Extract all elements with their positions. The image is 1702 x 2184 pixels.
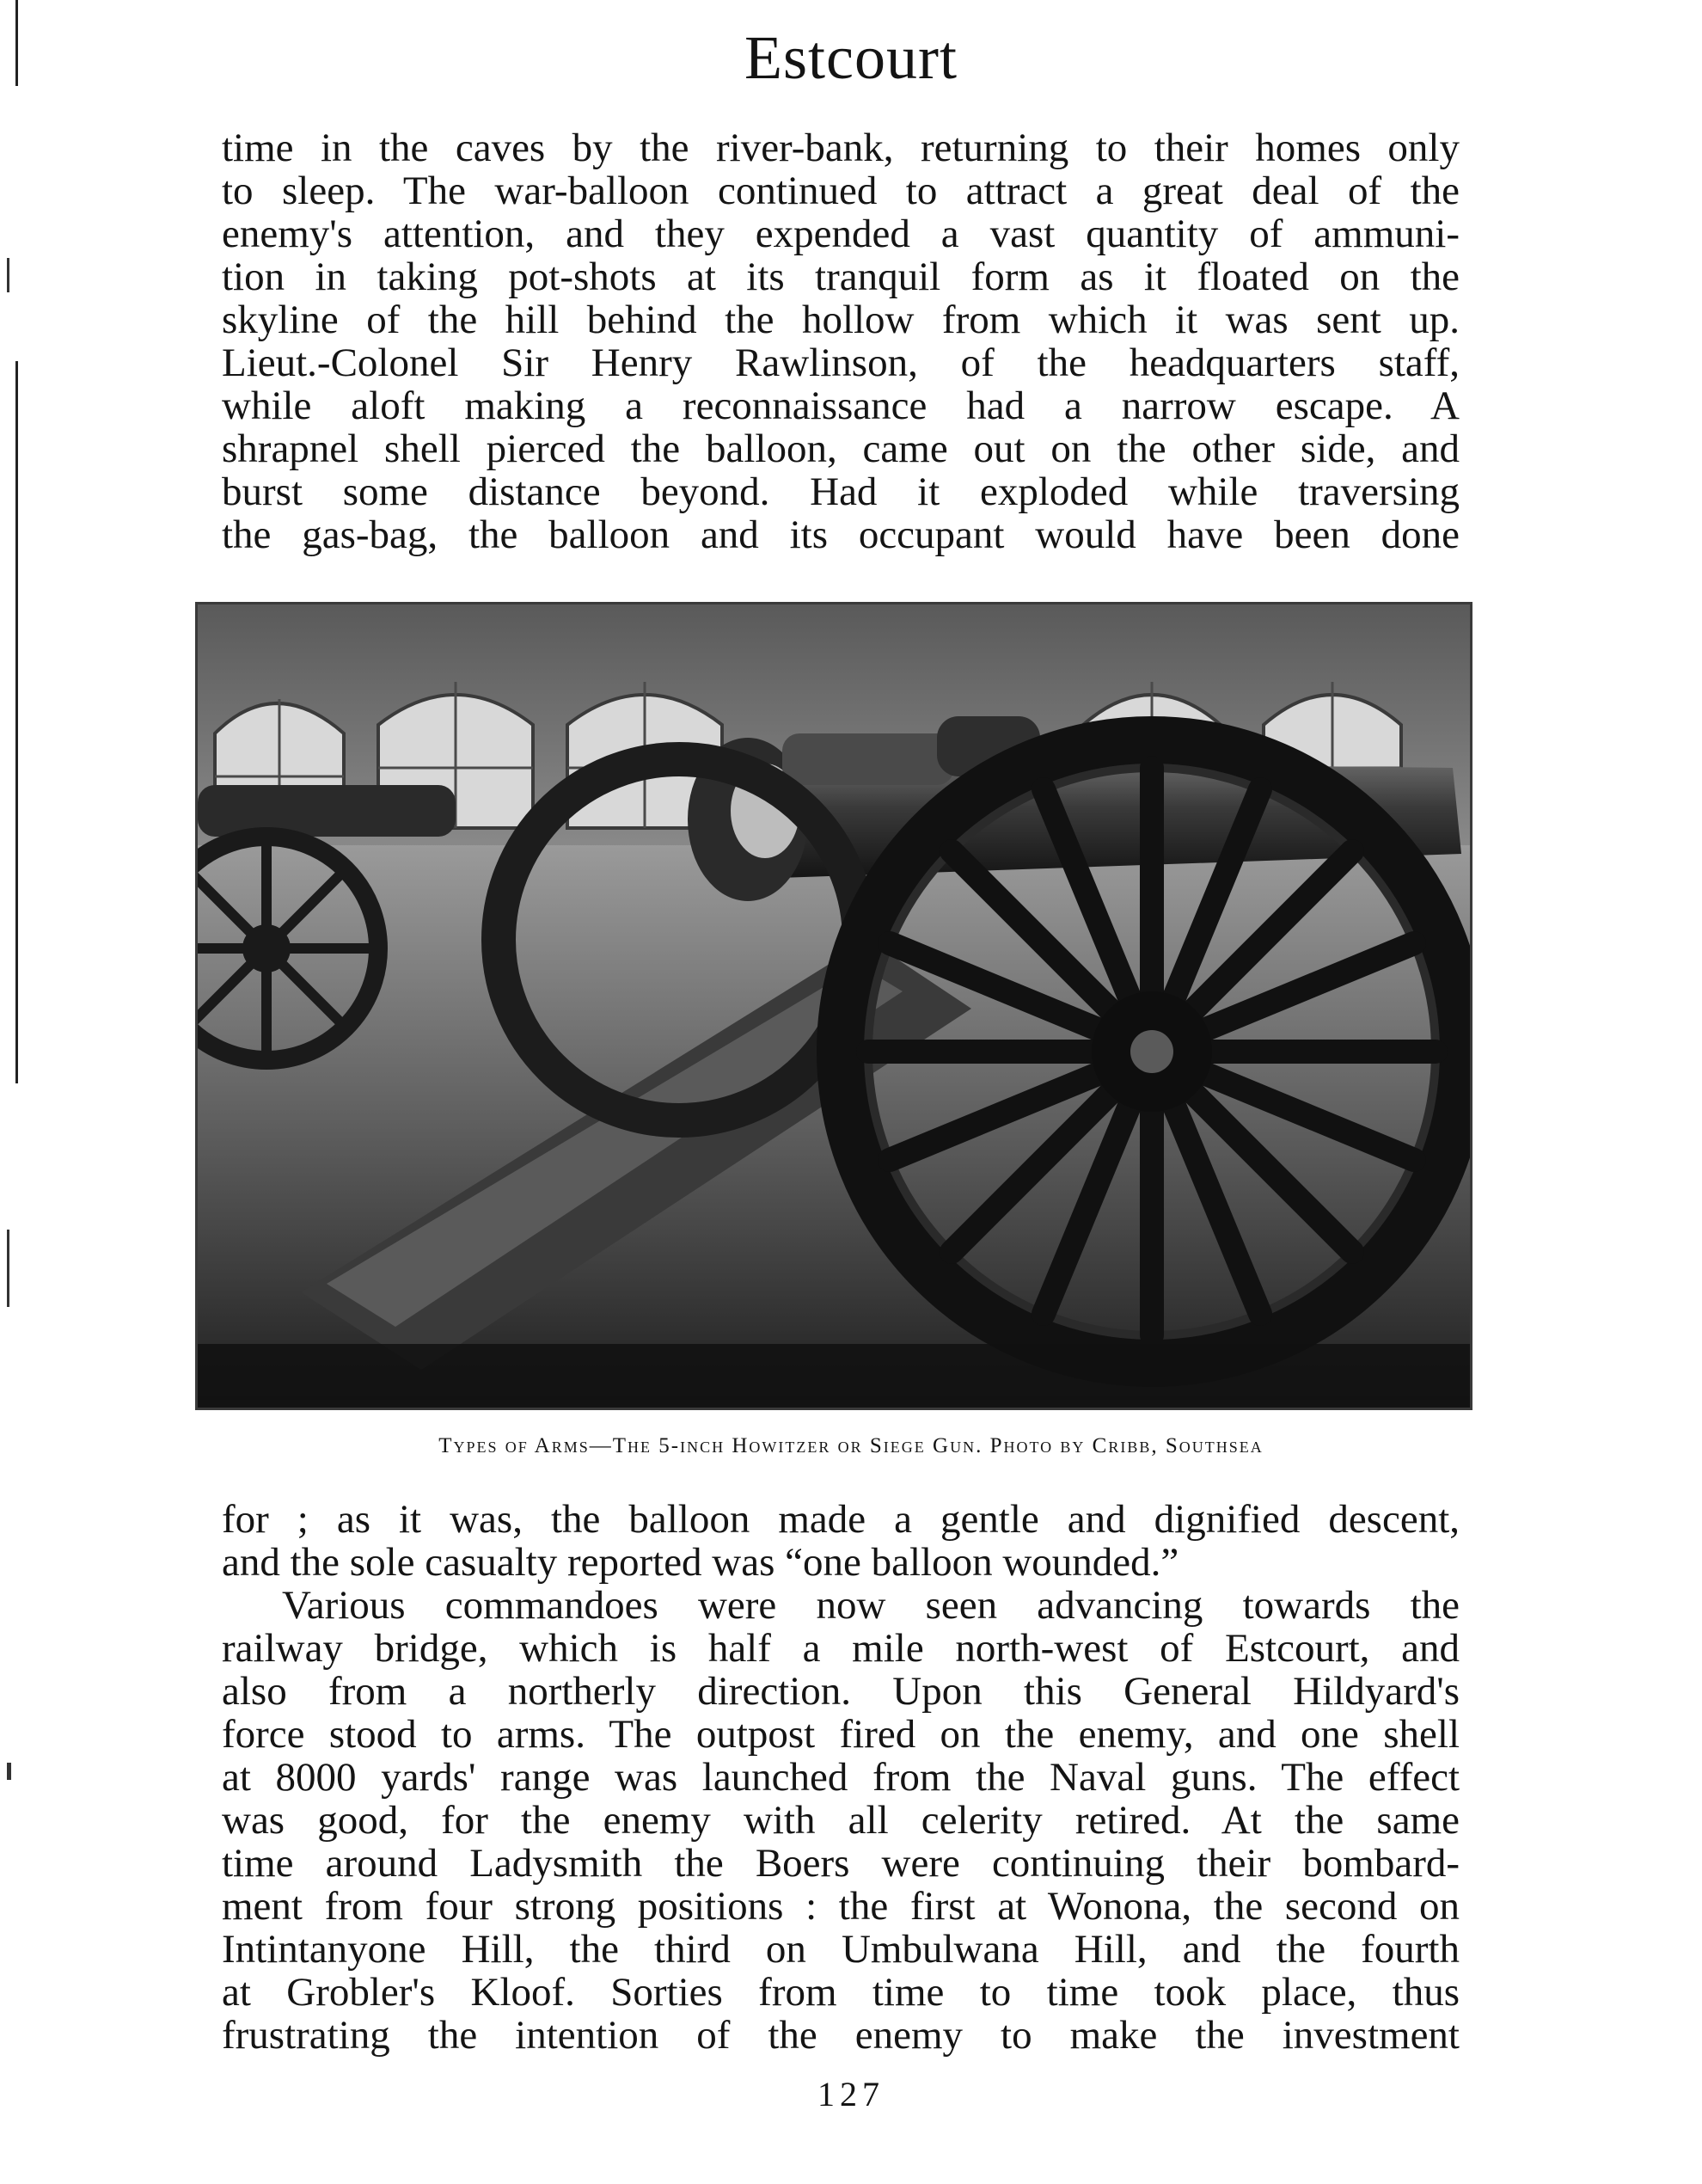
howitzer-illustration	[198, 604, 1470, 1408]
text-line: Intintanyone Hill, the third on Umbulwana Hill, and the fourth	[222, 1927, 1460, 1972]
margin-mark	[7, 1230, 9, 1307]
text-line: railway bridge, which is half a mile north-west of Estcourt, and	[222, 1626, 1460, 1671]
text-line: at Grobler's Kloof. Sorties from time to time took place, thus	[222, 1970, 1460, 2015]
text-line: at 8000 yards' range was launched from the Naval guns. The effect	[222, 1755, 1460, 1800]
text-line: Lieut.-Colonel Sir Henry Rawlinson, of the headquarters staff,	[222, 340, 1460, 385]
text-line: to sleep. The war-balloon continued to attract a great deal of the	[222, 169, 1460, 213]
page-title: Estcourt	[744, 23, 958, 92]
text-line: the gas-bag, the balloon and its occupant would have been done	[222, 512, 1460, 557]
text-line: burst some distance beyond. Had it exploded while traversing	[222, 469, 1460, 514]
text-line: ment from four strong positions : the first at Wonona, the second on	[222, 1884, 1460, 1929]
text-line: frustrating the intention of the enemy to make the investment	[222, 2013, 1460, 2058]
text-line: was good, for the enemy with all celerity retired. At the same	[222, 1798, 1460, 1843]
figure-caption: Types of Arms—The 5-inch Howitzer or Siege Gun. Photo by Cribb, Southsea	[438, 1434, 1264, 1457]
text-line: while aloft making a reconnaissance had a narrow escape. A	[222, 383, 1460, 428]
text-line: tion in taking pot-shots at its tranquil form as it floated on the	[222, 255, 1460, 299]
near-wheel	[842, 742, 1461, 1361]
text-line: Various commandoes were now seen advancing towards the	[282, 1583, 1460, 1628]
howitzer-photo	[195, 602, 1472, 1410]
text-line: force stood to arms. The outpost fired on the enemy, and one shell	[222, 1712, 1460, 1757]
body-text-bottom	[222, 1498, 1460, 2057]
text-line: skyline of the hill behind the hollow from which it was sent up.	[222, 298, 1460, 342]
margin-rule	[15, 361, 18, 1083]
body-text-top	[222, 126, 1460, 556]
text-line: time in the caves by the river-bank, returning to their homes only	[222, 126, 1460, 170]
margin-mark	[7, 258, 9, 292]
text-line: and the sole casualty reported was “one balloon wounded.”	[222, 1540, 1179, 1585]
text-line: also from a northerly direction. Upon this General Hildyard's	[222, 1669, 1460, 1714]
text-line: time around Ladysmith the Boers were continuing their bombard-	[222, 1841, 1460, 1886]
page-number: 127	[817, 2075, 885, 2113]
text-line: enemy's attention, and they expended a vast quantity of ammuni-	[222, 212, 1460, 256]
text-line: for ; as it was, the balloon made a gentle and dignified descent,	[222, 1497, 1460, 1542]
text-line: shrapnel shell pierced the balloon, came out on the other side, and	[222, 426, 1460, 471]
margin-mark	[7, 1763, 11, 1780]
